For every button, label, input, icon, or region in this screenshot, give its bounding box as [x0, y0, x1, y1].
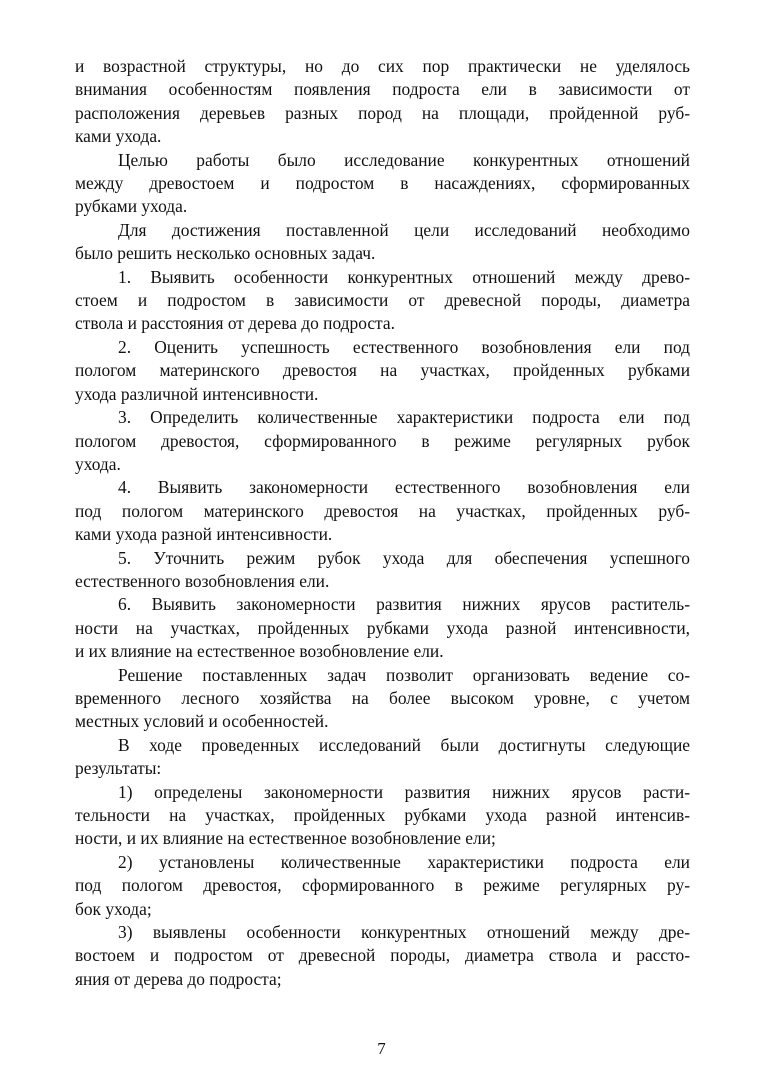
paragraph: [75, 476, 690, 546]
paragraph: [75, 55, 690, 149]
text-line: В ходе проведенных исследований были достигнуты следующие: [118, 734, 690, 755]
text-line: тельности на участках, пройденных рубками ухода разной интенсив-: [75, 805, 690, 825]
text-line: пологом древостоя, сформированного в режиме регулярных рубок: [75, 430, 690, 451]
text-line: ности на участках, пройденных рубками ухода разной интенсивности,: [75, 617, 690, 638]
document-body: [75, 55, 690, 991]
text-line: внимания особенностям появления подроста ели в зависимости от: [75, 79, 690, 100]
text-line: 6. Выявить закономерности развития нижних ярусов раститель-: [118, 594, 690, 615]
text-line: результаты:: [75, 758, 162, 779]
text-line: 4. Выявить закономерности естественного возобновления ели: [118, 477, 690, 498]
paragraph: [75, 406, 690, 476]
paragraph: [75, 219, 690, 266]
text-line: 1. Выявить особенности конкурентных отношений между древо-: [118, 266, 690, 287]
paragraph: [75, 336, 690, 406]
text-line: под пологом древостоя, сформированного в режиме регулярных ру-: [75, 875, 690, 896]
text-line: ности, и их влияние на естественное возобновление ели;: [75, 828, 496, 849]
text-line: рубками ухода.: [75, 196, 188, 217]
paragraph: [75, 921, 690, 991]
paragraph: [75, 149, 690, 219]
text-line: яния от дерева до подроста;: [75, 968, 282, 989]
text-line: 2) установлены количественные характеристики подроста ели: [118, 851, 690, 872]
text-line: под пологом материнского древостоя на участках, пройденных руб-: [75, 500, 690, 521]
text-line: 3. Определить количественные характеристики подроста ели под: [118, 407, 690, 428]
text-line: между древостоем и подростом в насаждениях, сформированных: [75, 173, 690, 194]
text-line: стоем и подростом в зависимости от древесной породы, диаметра: [75, 290, 690, 311]
text-line: естественного возобновления ели.: [75, 570, 330, 591]
text-line: бок ухода;: [75, 898, 152, 919]
text-line: ками ухода.: [75, 126, 162, 147]
paragraph: [75, 593, 690, 663]
text-line: ствола и расстояния от дерева до подроста.: [75, 313, 395, 334]
paragraph: [75, 547, 690, 594]
text-line: востоем и подростом от древесной породы, диаметра ствола и рассто-: [75, 945, 690, 966]
page-number: 7: [377, 1039, 386, 1058]
text-line: пологом материнского древостоя на участках, пройденных рубками: [75, 360, 690, 381]
text-line: Целью работы было исследование конкурентных отношений: [118, 149, 690, 170]
text-line: Решение поставленных задач позволит организовать ведение со-: [118, 664, 690, 685]
text-line: и возрастной структуры, но до сих пор практически не уделялось: [75, 56, 690, 76]
text-line: 3) выявлены особенности конкурентных отношений между дре-: [118, 922, 690, 943]
text-line: Для достижения поставленной цели исследований необходимо: [118, 219, 690, 240]
text-line: ухода.: [75, 453, 121, 474]
text-line: 1) определены закономерности развития нижних ярусов расти-: [118, 781, 690, 802]
text-line: ками ухода разной интенсивности.: [75, 524, 333, 545]
text-line: временного лесного хозяйства на более высоком уровне, с учетом: [75, 687, 690, 708]
text-line: местных условий и особенностей.: [75, 711, 329, 732]
paragraph: [75, 664, 690, 734]
text-line: ухода различной интенсивности.: [75, 383, 319, 404]
text-line: и их влияние на естественное возобновление ели.: [75, 641, 444, 662]
text-line: было решить несколько основных задач.: [75, 243, 376, 264]
text-line: 2. Оценить успешность естественного возобновления ели под: [118, 336, 690, 357]
text-line: расположения деревьев разных пород на площади, пройденной руб-: [75, 102, 690, 123]
paragraph: [75, 781, 690, 851]
paragraph: [75, 266, 690, 336]
paragraph: [75, 734, 690, 781]
paragraph: [75, 851, 690, 921]
text-line: 5. Уточнить режим рубок ухода для обеспечения успешного: [118, 547, 690, 568]
